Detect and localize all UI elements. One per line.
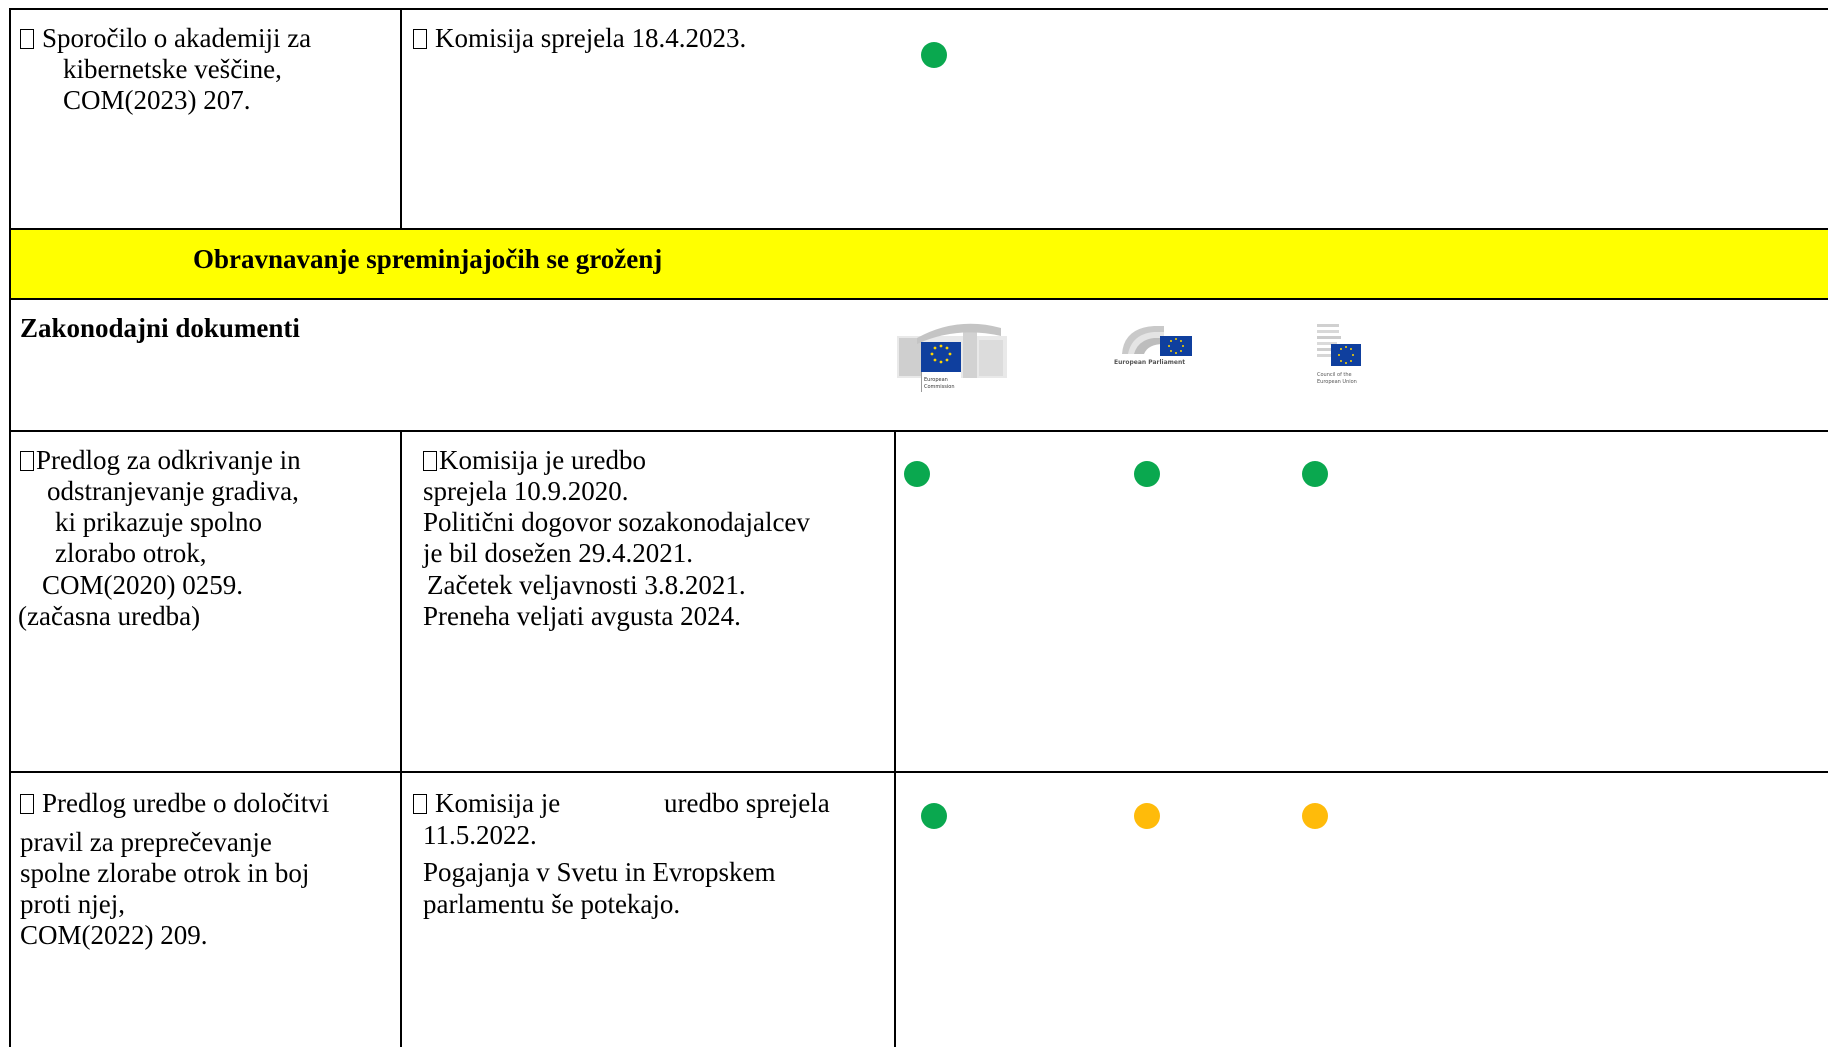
checkbox-icon <box>20 451 34 471</box>
doc-cell-row3-line2: pravil za preprečevanje <box>20 827 272 857</box>
status-cell-row2-line6: Preneha veljati avgusta 2024. <box>423 601 741 631</box>
doc-cell-row2-line2: odstranjevanje gradiva, <box>47 476 299 506</box>
status-cell-row2-line2: sprejela 10.9.2020. <box>423 476 629 506</box>
doc-cell-row1-line3: COM(2023) 207. <box>63 85 251 115</box>
checkbox-icon <box>20 794 34 814</box>
checkbox-icon <box>423 451 437 471</box>
checkbox-icon <box>413 29 427 49</box>
table-rule <box>9 298 1828 300</box>
logo-text: Council of the <box>1317 372 1352 378</box>
table-rule <box>9 430 1828 432</box>
status-cell-row3-line3: Pogajanja v Svetu in Evropskem <box>423 857 776 887</box>
doc-cell-row3-line3: spolne zlorabe otrok in boj <box>20 858 310 888</box>
status-dot-parliament <box>1134 803 1160 829</box>
doc-cell-row3-line5: COM(2022) 209. <box>20 920 208 950</box>
logo-text: European <box>924 377 948 383</box>
status-cell-row2-line5: Začetek veljavnosti 3.8.2021. <box>427 570 746 600</box>
doc-cell-row2-line4: zlorabo otrok, <box>55 538 207 568</box>
council-eu-logo <box>1313 320 1383 390</box>
doc-cell-row2-line3: ki prikazuje spolno <box>55 507 262 537</box>
european-commission-logo <box>897 318 1007 392</box>
status-cell-row3-line4: parlamentu še potekajo. <box>423 889 681 919</box>
table-rule <box>9 771 1828 773</box>
doc-cell-row2-line6: (začasna uredba) <box>18 601 201 631</box>
status-dot-commission <box>921 42 947 68</box>
table-rule <box>9 228 1828 230</box>
status-cell-row3-line1a: Komisija je <box>413 788 560 819</box>
logo-text: European Union <box>1317 379 1357 385</box>
logo-text: European Parliament <box>1114 359 1186 366</box>
doc-cell-row3-line4: proti njej, <box>20 889 125 919</box>
subsection-title: Zakonodajni dokumenti <box>20 313 300 343</box>
table-rule <box>400 430 402 1047</box>
status-dot-council <box>1302 461 1328 487</box>
status-cell-row2-line4: je bil dosežen 29.4.2021. <box>423 538 693 568</box>
status-cell-row2-line3: Politični dogovor sozakonodajalcev <box>423 507 810 537</box>
table-rule <box>894 430 896 1047</box>
checkbox-icon <box>413 794 427 814</box>
status-cell-row2-line1: Komisija je uredbo <box>423 445 646 476</box>
status-cell-row3-line1b: uredbo sprejela <box>664 788 830 818</box>
section-title: Obravnavanje spreminjajočih se groženj <box>193 244 663 274</box>
status-dot-commission <box>904 461 930 487</box>
checkbox-icon <box>20 29 34 49</box>
european-parliament-logo <box>1110 322 1200 368</box>
status-cell-row1-line1: Komisija sprejela 18.4.2023. <box>413 23 746 54</box>
status-cell-row3-line2: 11.5.2022. <box>423 820 537 850</box>
table-rule <box>9 8 1828 10</box>
doc-cell-row2-line5: COM(2020) 0259. <box>42 570 243 600</box>
doc-cell-row1-line1: Sporočilo o akademiji za <box>20 23 311 54</box>
status-dot-commission <box>921 803 947 829</box>
doc-cell-row3-line1: Predlog uredbe o določitvi <box>20 788 329 819</box>
status-dot-parliament <box>1134 461 1160 487</box>
table-rule <box>9 8 11 1047</box>
status-dot-council <box>1302 803 1328 829</box>
logo-text: Commission <box>924 384 955 390</box>
doc-cell-row1-line2: kibernetske veščine, <box>63 54 282 84</box>
table-rule <box>400 8 402 229</box>
doc-cell-row2-line1: Predlog za odkrivanje in <box>20 445 301 476</box>
